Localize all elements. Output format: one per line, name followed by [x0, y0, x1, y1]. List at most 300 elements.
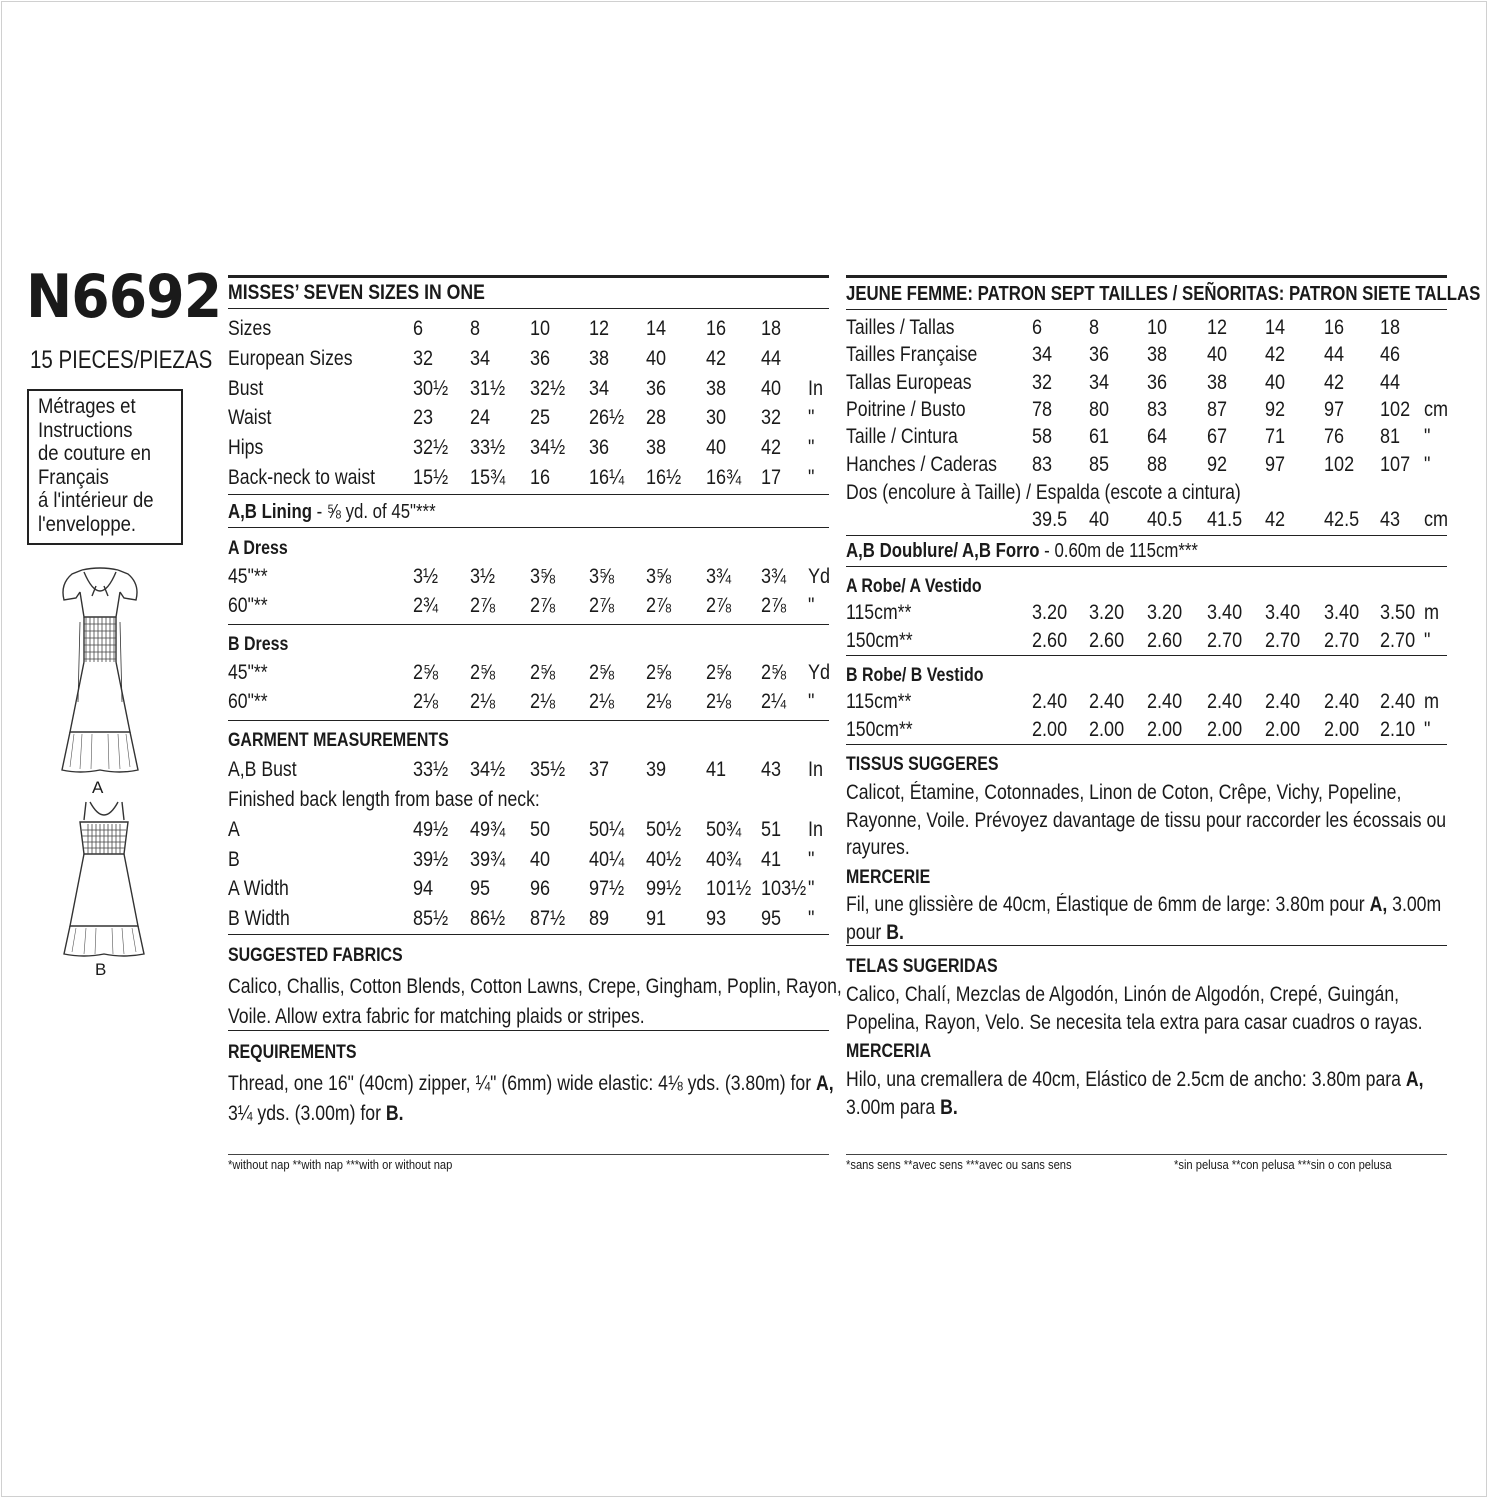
garment-row-unit: In	[808, 758, 824, 781]
size-row-value: 32½	[413, 436, 449, 460]
garment-row-value: 87½	[530, 907, 566, 931]
size-row-value: 8	[470, 317, 481, 340]
yardage-row-value: 3.40	[1207, 601, 1243, 624]
size-row-unit: "	[1424, 452, 1431, 476]
yardage-row-value: 2.00	[1089, 717, 1125, 741]
french-box-line: de couture en	[38, 442, 152, 465]
yardage-row-value: 2⅞	[470, 594, 496, 617]
yardage-row-value: 2.00	[1207, 717, 1243, 741]
yardage-row-unit: "	[808, 594, 815, 617]
garment-row-value: 103½	[761, 877, 807, 901]
size-row-label: European Sizes	[228, 346, 353, 370]
french-box-line: Instructions	[38, 418, 133, 442]
garment-row-value: 50¼	[589, 818, 625, 841]
spanish-mercerie-bold: B.	[886, 920, 904, 944]
size-row-value: 67	[1207, 425, 1228, 449]
size-row-label: Hips	[228, 436, 264, 460]
page-frame	[1, 1, 1487, 1497]
view-b-label: B	[95, 960, 107, 979]
size-row-value: 85	[1089, 452, 1110, 476]
yardage-row	[0, 718, 1490, 748]
size-row-value: 34	[589, 376, 610, 400]
size-row-label: Taille / Cintura	[846, 425, 958, 449]
yardage-row-value: 2⅝	[646, 661, 672, 684]
yardage-row-value: 2⅞	[706, 594, 732, 617]
garment-row-value: 101½	[706, 877, 752, 901]
size-row-value: 58	[1032, 425, 1053, 449]
spanish-merceria-bold: B.	[940, 1095, 958, 1119]
yardage-row-value: 2⅝	[470, 661, 496, 684]
size-row-value: 32	[413, 346, 434, 370]
spanish-mercerie-line: Fil, une glissière de 40cm, Élastique de 6mm de large: 3.80m pour	[846, 893, 1370, 916]
yardage-row-label: 45"**	[228, 661, 268, 684]
size-row-value: 102	[1380, 397, 1411, 421]
garment-row-value: 43	[761, 758, 782, 781]
yardage-row-value: 2⅝	[589, 661, 615, 684]
size-row-unit: "	[808, 436, 815, 460]
yardage-row-value: 2.40	[1089, 690, 1125, 713]
spanish-a-title: A Robe/ A Vestido	[846, 576, 982, 597]
size-row-value: 34	[1032, 343, 1053, 367]
rule	[846, 535, 1447, 536]
rule	[846, 566, 1447, 567]
yardage-row-value: 3.20	[1032, 601, 1068, 624]
spanish-b-title: B Robe/ B Vestido	[846, 665, 984, 686]
size-row-value: 23	[413, 406, 434, 430]
spanish-tissus-line: rayures.	[846, 836, 910, 859]
size-row-value: 36	[1089, 343, 1110, 367]
english-finished-back-label: Finished back length from base of neck:	[228, 788, 540, 811]
size-row-value: 61	[1089, 425, 1110, 449]
size-row-value: 33½	[470, 436, 506, 460]
yardage-row-label: 115cm**	[846, 690, 912, 713]
size-row-value: 36	[589, 436, 610, 460]
garment-row-value: 40½	[646, 847, 682, 871]
size-row	[0, 343, 1490, 373]
spanish-merceria-line: Hilo, una cremallera de 40cm, Elástico de 2.5cm de ancho: 3.80m para	[846, 1068, 1406, 1091]
size-row-label: Waist	[228, 406, 272, 430]
english-requirements-bold: B.	[385, 1101, 404, 1125]
yardage-row-value: 2.40	[1032, 690, 1068, 713]
size-row-value: 97	[1324, 397, 1345, 421]
yardage-row-value: 2.70	[1207, 628, 1243, 652]
size-row-label: Sizes	[228, 317, 272, 340]
garment-row-value: 97½	[589, 877, 625, 901]
garment-row-value: 95	[761, 907, 782, 931]
spanish-telas-line: Calico, Chalí, Mezclas de Algodón, Linón de Algodón, Crepé, Guingán,	[846, 983, 1400, 1006]
spanish-tissus-text	[846, 779, 1446, 862]
yardage-row-value: 2.40	[1147, 690, 1183, 713]
size-row-value: 16	[706, 317, 727, 340]
size-row-value: 36	[646, 376, 667, 400]
spanish-telas-text	[846, 981, 1423, 1036]
view-a-label: A	[92, 778, 104, 797]
size-row-value: 28	[646, 406, 667, 430]
rule	[846, 275, 1447, 278]
garment-row-value: 93	[706, 907, 727, 931]
pieces-count: 15 PIECES/PIEZAS	[30, 346, 213, 374]
spanish-merceria-text	[846, 1066, 1424, 1121]
size-row-value: 34	[470, 346, 491, 370]
size-row-value: 81	[1380, 425, 1401, 449]
size-row-value: 31½	[470, 376, 506, 400]
english-b-dress-title: B Dress	[228, 634, 289, 655]
yardage-row-value: 2.10	[1380, 717, 1416, 741]
yardage-row-value: 2⅛	[646, 690, 672, 713]
size-row-value: 78	[1032, 397, 1053, 421]
size-row-value: 107	[1380, 452, 1411, 476]
yardage-row-value: 2.00	[1032, 717, 1068, 741]
size-row-value: 14	[646, 317, 667, 340]
yardage-row-value: 2.70	[1380, 628, 1416, 652]
french-box-line: Métrages et	[38, 395, 136, 418]
yardage-row-value: 2.60	[1032, 628, 1068, 652]
yardage-row-value: 3⅝	[530, 565, 556, 588]
yardage-row-value: 2⅝	[761, 661, 787, 684]
yardage-row-label: 60"**	[228, 594, 268, 617]
garment-row-value: 39½	[413, 847, 449, 871]
size-row-value: 88	[1147, 452, 1168, 476]
size-row-unit: In	[808, 376, 824, 400]
yardage-row-value: 2⅛	[706, 690, 732, 713]
garment-row-value: 49½	[413, 818, 449, 841]
garment-row-value: 40¾	[706, 847, 742, 871]
yardage-row-value: 3½	[413, 565, 439, 588]
size-row-value: 10	[530, 317, 551, 340]
size-row-value: 6	[1032, 316, 1043, 339]
size-row-value: 38	[1207, 370, 1228, 394]
spanish-lining-line	[846, 540, 1198, 563]
rule	[846, 945, 1447, 946]
size-row-value: 16¾	[706, 466, 742, 489]
garment-row-label: A,B Bust	[228, 758, 297, 781]
garment-row-label: A	[228, 818, 240, 841]
yardage-row-value: 2.70	[1324, 628, 1360, 652]
size-row-value: 40	[1265, 370, 1286, 394]
size-row-label: Tailles Française	[846, 343, 978, 367]
size-row-value: 16½	[646, 466, 682, 489]
garment-row-value: 41	[761, 847, 782, 871]
yardage-row-value: 3.40	[1265, 601, 1301, 624]
size-row-value: 92	[1207, 452, 1228, 476]
dos-row-value: 39.5	[1032, 508, 1068, 531]
spanish-footnote-fr: *sans sens **avec sens ***avec ou sans sens	[846, 1157, 1072, 1172]
size-row-value: 92	[1265, 397, 1286, 421]
dos-row-value: 41.5	[1207, 508, 1243, 531]
size-row-value: 10	[1147, 316, 1168, 339]
size-row-value: 32½	[530, 376, 566, 400]
size-row	[0, 453, 1490, 483]
rule	[228, 1154, 829, 1155]
size-row-value: 40	[706, 436, 727, 460]
size-row-value: 83	[1147, 397, 1168, 421]
english-fabrics-line: Voile. Allow extra fabric for matching plaids or stripes.	[228, 1004, 645, 1028]
size-row-unit: "	[808, 466, 815, 489]
yardage-row-value: 3.40	[1324, 601, 1360, 624]
yardage-row-label: 150cm**	[846, 717, 913, 741]
garment-row-value: 51	[761, 818, 782, 841]
garment-row-value: 96	[530, 877, 551, 901]
yardage-row-value: 2.60	[1147, 628, 1183, 652]
yardage-row-value: 2⅛	[530, 690, 556, 713]
size-row-value: 80	[1089, 397, 1110, 421]
size-row-value: 15½	[413, 466, 449, 489]
size-row-value: 18	[761, 317, 782, 340]
french-box-line: l'enveloppe.	[38, 512, 137, 536]
yardage-row-value: 3⅝	[646, 565, 672, 588]
garment-row-value: 49¾	[470, 818, 506, 841]
garment-row-value: 41	[706, 758, 727, 781]
size-row	[0, 371, 1490, 401]
size-row	[0, 425, 1490, 455]
garment-row-value: 99½	[646, 877, 682, 901]
garment-row-value: 40	[530, 847, 551, 871]
size-row-value: 42	[1265, 343, 1286, 367]
garment-row-value: 85½	[413, 907, 449, 931]
yardage-row-label: 60"**	[228, 690, 268, 713]
yardage-row-value: 2⅛	[589, 690, 615, 713]
english-title: MISSES’ SEVEN SIZES IN ONE	[228, 281, 485, 304]
size-row-value: 14	[1265, 316, 1286, 339]
yardage-row-value: 2.40	[1380, 690, 1416, 713]
rule	[228, 308, 829, 309]
yardage-row-value: 2⅞	[530, 594, 556, 617]
spanish-tissus-line: Rayonne, Voile. Prévoyez davantage de tissu pour raccorder les écossais ou	[846, 808, 1447, 832]
size-row-value: 87	[1207, 397, 1228, 421]
spanish-merceria-title: MERCERIA	[846, 1041, 932, 1062]
spanish-footnote-es: *sin pelusa **con pelusa ***sin o con pelusa	[1174, 1157, 1392, 1172]
yardage-row	[0, 601, 1490, 631]
yardage-row-value: 2⅛	[470, 690, 496, 713]
yardage-row-value: 2⅝	[706, 661, 732, 684]
rule	[846, 744, 1447, 745]
size-row-value: 38	[1147, 343, 1168, 367]
size-row-value: 64	[1147, 425, 1168, 449]
english-a-dress-title: A Dress	[228, 538, 288, 559]
french-box-line: á l'intérieur de	[38, 489, 154, 512]
spanish-lining-text: - 0.60m de 115cm***	[1039, 540, 1198, 562]
size-row-value: 83	[1032, 452, 1053, 476]
size-row-value: 16	[1324, 316, 1345, 339]
english-requirements-text	[228, 1069, 834, 1128]
size-row-value: 12	[589, 317, 610, 340]
yardage-row-value: 3⅝	[589, 565, 615, 588]
yardage-row-value: 3¾	[761, 565, 787, 588]
garment-row-value: 39	[646, 758, 667, 781]
yardage-row-unit: "	[1424, 628, 1431, 652]
size-row-label: Tailles / Tallas	[846, 316, 955, 339]
size-row-value: 40	[761, 376, 782, 400]
yardage-row-value: 3½	[470, 565, 496, 588]
yardage-row-value: 2⅞	[589, 594, 615, 617]
french-box-line: Français	[38, 465, 109, 489]
yardage-row-unit: m	[1424, 601, 1440, 624]
yardage-row-unit: "	[808, 690, 815, 713]
dos-row-unit: cm	[1424, 508, 1449, 531]
size-row-label: Tallas Europeas	[846, 370, 972, 394]
yardage-row-value: 2¾	[413, 594, 439, 617]
size-row-label: Poitrine / Busto	[846, 397, 966, 421]
pattern-number: N6692	[26, 262, 222, 332]
spanish-tissus-line: Calicot, Étamine, Cotonnades, Linon de Coton, Crêpe, Vichy, Popeline,	[846, 781, 1402, 804]
size-row-value: 38	[646, 436, 667, 460]
dos-row-value: 42	[1265, 508, 1286, 531]
size-row-value: 34	[1089, 370, 1110, 394]
yardage-row-unit: "	[1424, 717, 1431, 741]
size-row-value: 97	[1265, 452, 1286, 476]
dos-row-value: 43	[1380, 508, 1401, 531]
size-row-value: 34½	[530, 436, 566, 460]
garment-row-value: 35½	[530, 758, 566, 781]
english-lining-text: - ⅝ yd. of 45"***	[311, 501, 436, 523]
size-row-value: 40	[646, 346, 667, 370]
size-row	[0, 398, 1490, 428]
garment-row-label: A Width	[228, 877, 289, 901]
yardage-row-unit: Yd	[808, 565, 831, 588]
yardage-row	[0, 565, 1490, 595]
rule	[228, 275, 829, 278]
spanish-tissus-title: TISSUS SUGGERES	[846, 754, 999, 775]
spanish-mercerie-title: MERCERIE	[846, 867, 931, 888]
spanish-lining-label: A,B Doublure/ A,B Forro	[846, 540, 1040, 562]
english-fabrics-title: SUGGESTED FABRICS	[228, 945, 403, 966]
garment-row-value: 40¼	[589, 847, 625, 871]
size-row-value: 16¼	[589, 466, 625, 489]
yardage-row-value: 2.00	[1147, 717, 1183, 741]
yardage-row-label: 150cm**	[846, 628, 913, 652]
dos-row-value: 42.5	[1324, 508, 1360, 531]
yardage-row-value: 2.70	[1265, 628, 1301, 652]
rule	[846, 309, 1447, 310]
size-row-label: Hanches / Caderas	[846, 452, 998, 476]
garment-row-value: 89	[589, 907, 610, 931]
spanish-telas-line: Popelina, Rayon, Velo. Se necesita tela extra para casar cuadros o rayas.	[846, 1010, 1423, 1034]
yardage-row-value: 3¾	[706, 565, 732, 588]
size-row-value: 6	[413, 317, 424, 340]
size-row-value: 12	[1207, 316, 1228, 339]
yardage-row-label: 45"**	[228, 565, 268, 588]
spanish-merceria-bold: A,	[1405, 1068, 1424, 1091]
size-row-unit: "	[808, 406, 815, 430]
size-row-value: 17	[761, 466, 782, 489]
yardage-row-value: 3.20	[1147, 601, 1183, 624]
rule	[228, 494, 829, 495]
garment-row-value: 39¾	[470, 847, 506, 871]
size-row-value: 38	[589, 346, 610, 370]
garment-row-value: 50¾	[706, 818, 742, 841]
english-lining-label: A,B Lining	[228, 501, 312, 523]
spanish-merceria-line: 3.00m para	[846, 1095, 941, 1119]
size-row-value: 42	[1324, 370, 1345, 394]
yardage-row-value: 2.40	[1265, 690, 1301, 713]
dos-row	[0, 508, 1490, 538]
size-row-value: 30½	[413, 376, 449, 400]
spanish-mercerie-line: 3.00m	[1387, 893, 1442, 916]
size-row-value: 44	[1324, 343, 1345, 367]
yardage-row-unit: m	[1424, 690, 1440, 713]
size-row-value: 26½	[589, 406, 625, 430]
garment-row-unit: "	[808, 877, 815, 901]
size-row-value: 44	[761, 346, 782, 370]
garment-row-value: 91	[646, 907, 667, 931]
rule	[846, 655, 1447, 656]
spanish-telas-title: TELAS SUGERIDAS	[846, 956, 998, 977]
garment-row-value: 94	[413, 877, 434, 901]
garment-row-unit: "	[808, 907, 815, 931]
english-fabrics-line: Calico, Challis, Cotton Blends, Cotton Lawns, Crepe, Gingham, Poplin, Rayon,	[228, 975, 842, 998]
english-requirements-title: REQUIREMENTS	[228, 1042, 357, 1063]
yardage-row-value: 3.50	[1380, 601, 1416, 624]
yardage-row-unit: Yd	[808, 661, 831, 684]
garment-row-value: 50	[530, 818, 551, 841]
yardage-row	[0, 690, 1490, 720]
size-row-value: 42	[706, 346, 727, 370]
garment-row-value: 34½	[470, 758, 506, 781]
size-row-value: 46	[1380, 343, 1401, 367]
yardage-row-value: 2.40	[1324, 690, 1360, 713]
rule	[228, 934, 829, 935]
size-row-label: Back-neck to waist	[228, 466, 376, 489]
size-row-unit: "	[1424, 425, 1431, 449]
yardage-row	[0, 629, 1490, 659]
dos-row-value: 40.5	[1147, 508, 1183, 531]
spanish-mercerie-line: pour	[846, 920, 887, 944]
english-requirements-line: Thread, one 16" (40cm) zipper, ¼" (6mm) wide elastic: 4⅛ yds. (3.80m) for	[228, 1072, 817, 1095]
yardage-row-value: 2⅛	[413, 690, 439, 713]
english-footnote: *without nap **with nap ***with or without nap	[228, 1157, 453, 1172]
yardage-row-value: 2.00	[1324, 717, 1360, 741]
size-row-value: 18	[1380, 316, 1401, 339]
rule	[846, 1154, 1447, 1155]
yardage-row-value: 2⅝	[413, 661, 439, 684]
yardage-row	[0, 661, 1490, 691]
size-row-value: 38	[706, 376, 727, 400]
spanish-dos-label: Dos (encolure à Taille) / Espalda (escote a cintura)	[846, 481, 1241, 504]
garment-row-value: 33½	[413, 758, 449, 781]
yardage-row-value: 2⅞	[761, 594, 787, 617]
yardage-row-value: 3.20	[1089, 601, 1125, 624]
garment-row-label: B Width	[228, 907, 290, 931]
yardage-row-value: 2.00	[1265, 717, 1301, 741]
yardage-row-value: 2.60	[1089, 628, 1125, 652]
garment-row-value: 95	[470, 877, 491, 901]
size-row-value: 32	[761, 406, 782, 430]
size-row-value: 8	[1089, 316, 1100, 339]
english-fabrics-text	[228, 972, 842, 1031]
size-row-value: 42	[761, 436, 782, 460]
spanish-title: JEUNE FEMME: PATRON SEPT TAILLES / SEÑORITAS: PATRON SIETE TALLAS	[846, 283, 1481, 305]
size-row-value: 76	[1324, 425, 1345, 449]
size-row-value: 44	[1380, 370, 1401, 394]
garment-row-value: 86½	[470, 907, 506, 931]
size-row-value: 30	[706, 406, 727, 430]
yardage-row-label: 115cm**	[846, 601, 912, 624]
size-row	[0, 316, 1490, 346]
size-row-unit: cm	[1424, 397, 1449, 421]
spanish-mercerie-bold: A,	[1369, 893, 1388, 916]
size-row-value: 102	[1324, 452, 1355, 476]
dos-row-value: 40	[1089, 508, 1110, 531]
size-row-value: 36	[1147, 370, 1168, 394]
size-row-value: 71	[1265, 425, 1286, 449]
size-row-value: 40	[1207, 343, 1228, 367]
size-row-value: 24	[470, 406, 491, 430]
size-row-label: Bust	[228, 376, 264, 400]
size-row-value: 32	[1032, 370, 1053, 394]
size-row-value: 16	[530, 466, 551, 489]
yardage-row-value: 2⅞	[646, 594, 672, 617]
garment-row-value: 37	[589, 758, 610, 781]
